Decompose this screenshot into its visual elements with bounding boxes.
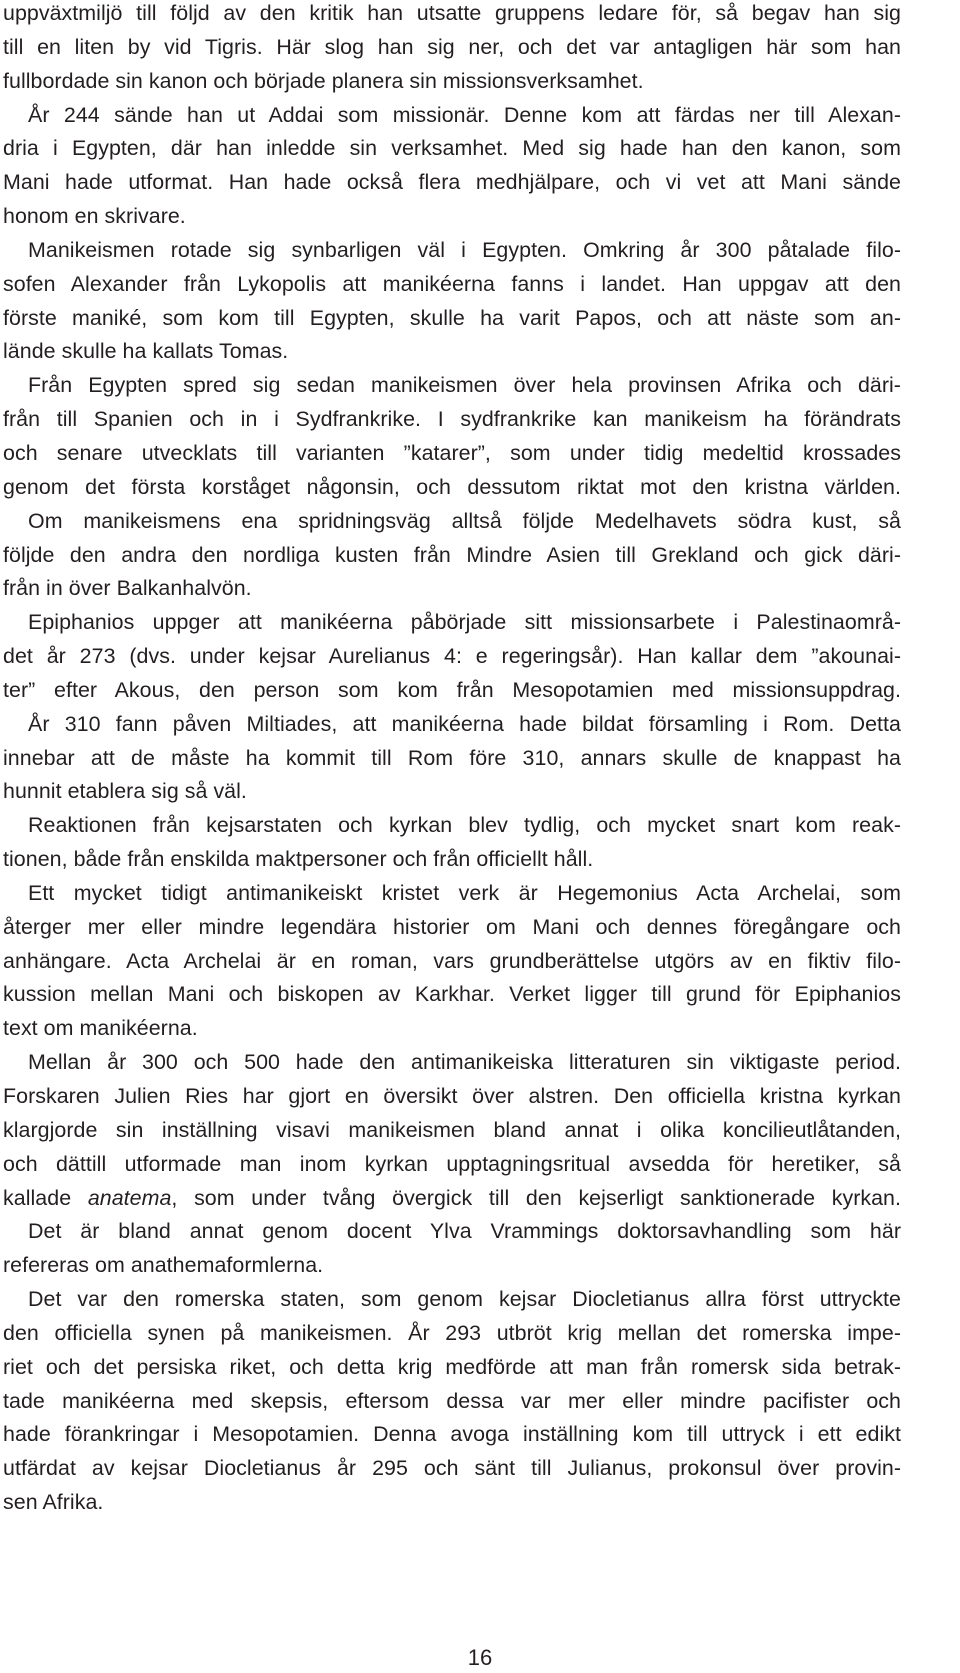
text-line: förste maniké, som kom till Egypten, skulle ha varit Papos, och att näste som an- bbox=[3, 305, 901, 330]
text-span: kallade bbox=[3, 1185, 88, 1210]
text-line: ter” efter Akous, den person som kom från Mesopotamien med missionsuppdrag. bbox=[3, 677, 901, 702]
text-line: Ett mycket tidigt antimanikeiskt kristet verk är Hegemonius Acta Archelai, som bbox=[28, 880, 901, 905]
text-line: Reaktionen från kejsarstaten och kyrkan blev tydlig, och mycket snart kom reak- bbox=[28, 813, 901, 838]
text-line: Forskaren Julien Ries har gjort en översikt över alstren. Den officiella kristna kyrkan bbox=[3, 1084, 901, 1108]
body-text bbox=[3, 0, 901, 1520]
text-line: Mellan år 300 och 500 hade den antimanikeiska litteraturen sin viktigaste period. bbox=[28, 1050, 901, 1075]
text-line: och senare utvecklats till varianten ”katarer”, som under tidig medeltid krossades bbox=[3, 440, 901, 465]
text-line: anhängare. Acta Archelai är en roman, vars grundberättelse utgörs av en fiktiv filo- bbox=[3, 948, 901, 973]
text-line: År 244 sände han ut Addai som missionär. Denne kom att färdas ner till Alexan- bbox=[28, 102, 901, 127]
text-line: återger mer eller mindre legendära historier om Mani och dennes föregångare och bbox=[3, 914, 901, 939]
text-line: uppväxtmiljö till följd av den kritik han utsatte gruppens ledare för, så begav han sig bbox=[3, 1, 901, 25]
italic-term: anatema bbox=[87, 1185, 172, 1210]
text-line: det år 273 (dvs. under kejsar Aurelianus 4: e regeringsår). Han kallar dem ”akounai- bbox=[3, 644, 901, 669]
text-line: honom en skrivare. bbox=[3, 204, 186, 229]
text-line bbox=[3, 1182, 901, 1216]
text-line: kussion mellan Mani och biskopen av Karkhar. Verket ligger till grund för Epiphanios bbox=[3, 982, 901, 1007]
text-line: hade förankringar i Mesopotamien. Denna avoga inställning kom till uttryck i ett edikt bbox=[3, 1422, 901, 1447]
text-line: Mani hade utformat. Han hade också flera medhjälpare, och vi vet att Mani sände bbox=[3, 170, 901, 195]
text-line: refereras om anathemaformlerna. bbox=[3, 1253, 324, 1278]
text-line: dria i Egypten, där han inledde sin verksamhet. Med sig hade han den kanon, som bbox=[3, 136, 901, 161]
text-line: den officiella synen på manikeismen. År 293 utbröt krig mellan det romerska impe- bbox=[3, 1320, 901, 1345]
text-line: Manikeismen rotade sig synbarligen väl i Egypten. Omkring år 300 påtalade filo- bbox=[28, 237, 901, 262]
page-number: 16 bbox=[467, 1645, 493, 1670]
text-line: riet och det persiska riket, och detta krig medförde att man från romersk sida betrak- bbox=[3, 1354, 901, 1379]
text-line: År 310 fann påven Miltiades, att manikéerna hade bildat församling i Rom. Detta bbox=[28, 711, 901, 736]
text-line: till en liten by vid Tigris. Här slog han sig ner, och det var antagligen här som han bbox=[3, 34, 901, 59]
text-line: Det var den romerska staten, som genom kejsar Diocletianus allra först uttryckte bbox=[28, 1287, 901, 1312]
text-line: tade manikéerna med skepsis, eftersom dessa var mer eller mindre pacifister och bbox=[3, 1388, 901, 1413]
text-line: Från Egypten spred sig sedan manikeismen över hela provinsen Afrika och däri- bbox=[28, 373, 901, 398]
text-line: från in över Balkanhalvön. bbox=[3, 576, 252, 601]
text-line: utfärdat av kejsar Diocletianus år 295 och sänt till Julianus, prokonsul över provin- bbox=[3, 1456, 901, 1481]
text-line: innebar att de måste ha kommit till Rom före 310, annars skulle de knappast ha bbox=[3, 745, 901, 770]
text-line: sofen Alexander från Lykopolis att manikéerna fanns i landet. Han uppgav att den bbox=[3, 271, 901, 296]
text-line: sen Afrika. bbox=[3, 1490, 104, 1515]
text-line: följde den andra den nordliga kusten från Mindre Asien till Grekland och gick däri- bbox=[3, 542, 901, 567]
text-line: Det är bland annat genom docent Ylva Vrammings doktorsavhandling som här bbox=[28, 1219, 901, 1244]
text-line: text om manikéerna. bbox=[3, 1016, 198, 1041]
text-line: genom det första korståget någonsin, och dessutom riktat mot den kristna världen. bbox=[3, 474, 901, 499]
text-line: från till Spanien och in i Sydfrankrike. I sydfrankrike kan manikeism ha förändrats bbox=[3, 407, 901, 432]
text-span: , som under tvång övergick till den kejserligt sanktionerade kyrkan. bbox=[171, 1185, 901, 1210]
text-line: Epiphanios uppger att manikéerna påbörjade sitt missionsarbete i Palestinaområ- bbox=[28, 610, 901, 635]
text-line: Om manikeismens ena spridningsväg alltså följde Medelhavets södra kust, så bbox=[28, 508, 901, 533]
text-line: lände skulle ha kallats Tomas. bbox=[3, 339, 289, 364]
text-line: fullbordade sin kanon och började planera sin missionsverksamhet. bbox=[3, 68, 644, 93]
text-line: klargjorde sin inställning visavi manikeismen bland annat i olika koncilieutlåtanden, bbox=[3, 1117, 901, 1142]
text-line: och dättill utformade man inom kyrkan upptagningsritual avsedda för heretiker, så bbox=[3, 1151, 901, 1176]
text-line: hunnit etablera sig så väl. bbox=[3, 779, 247, 804]
text-line: tionen, både från enskilda maktpersoner och från officiellt håll. bbox=[3, 847, 594, 872]
